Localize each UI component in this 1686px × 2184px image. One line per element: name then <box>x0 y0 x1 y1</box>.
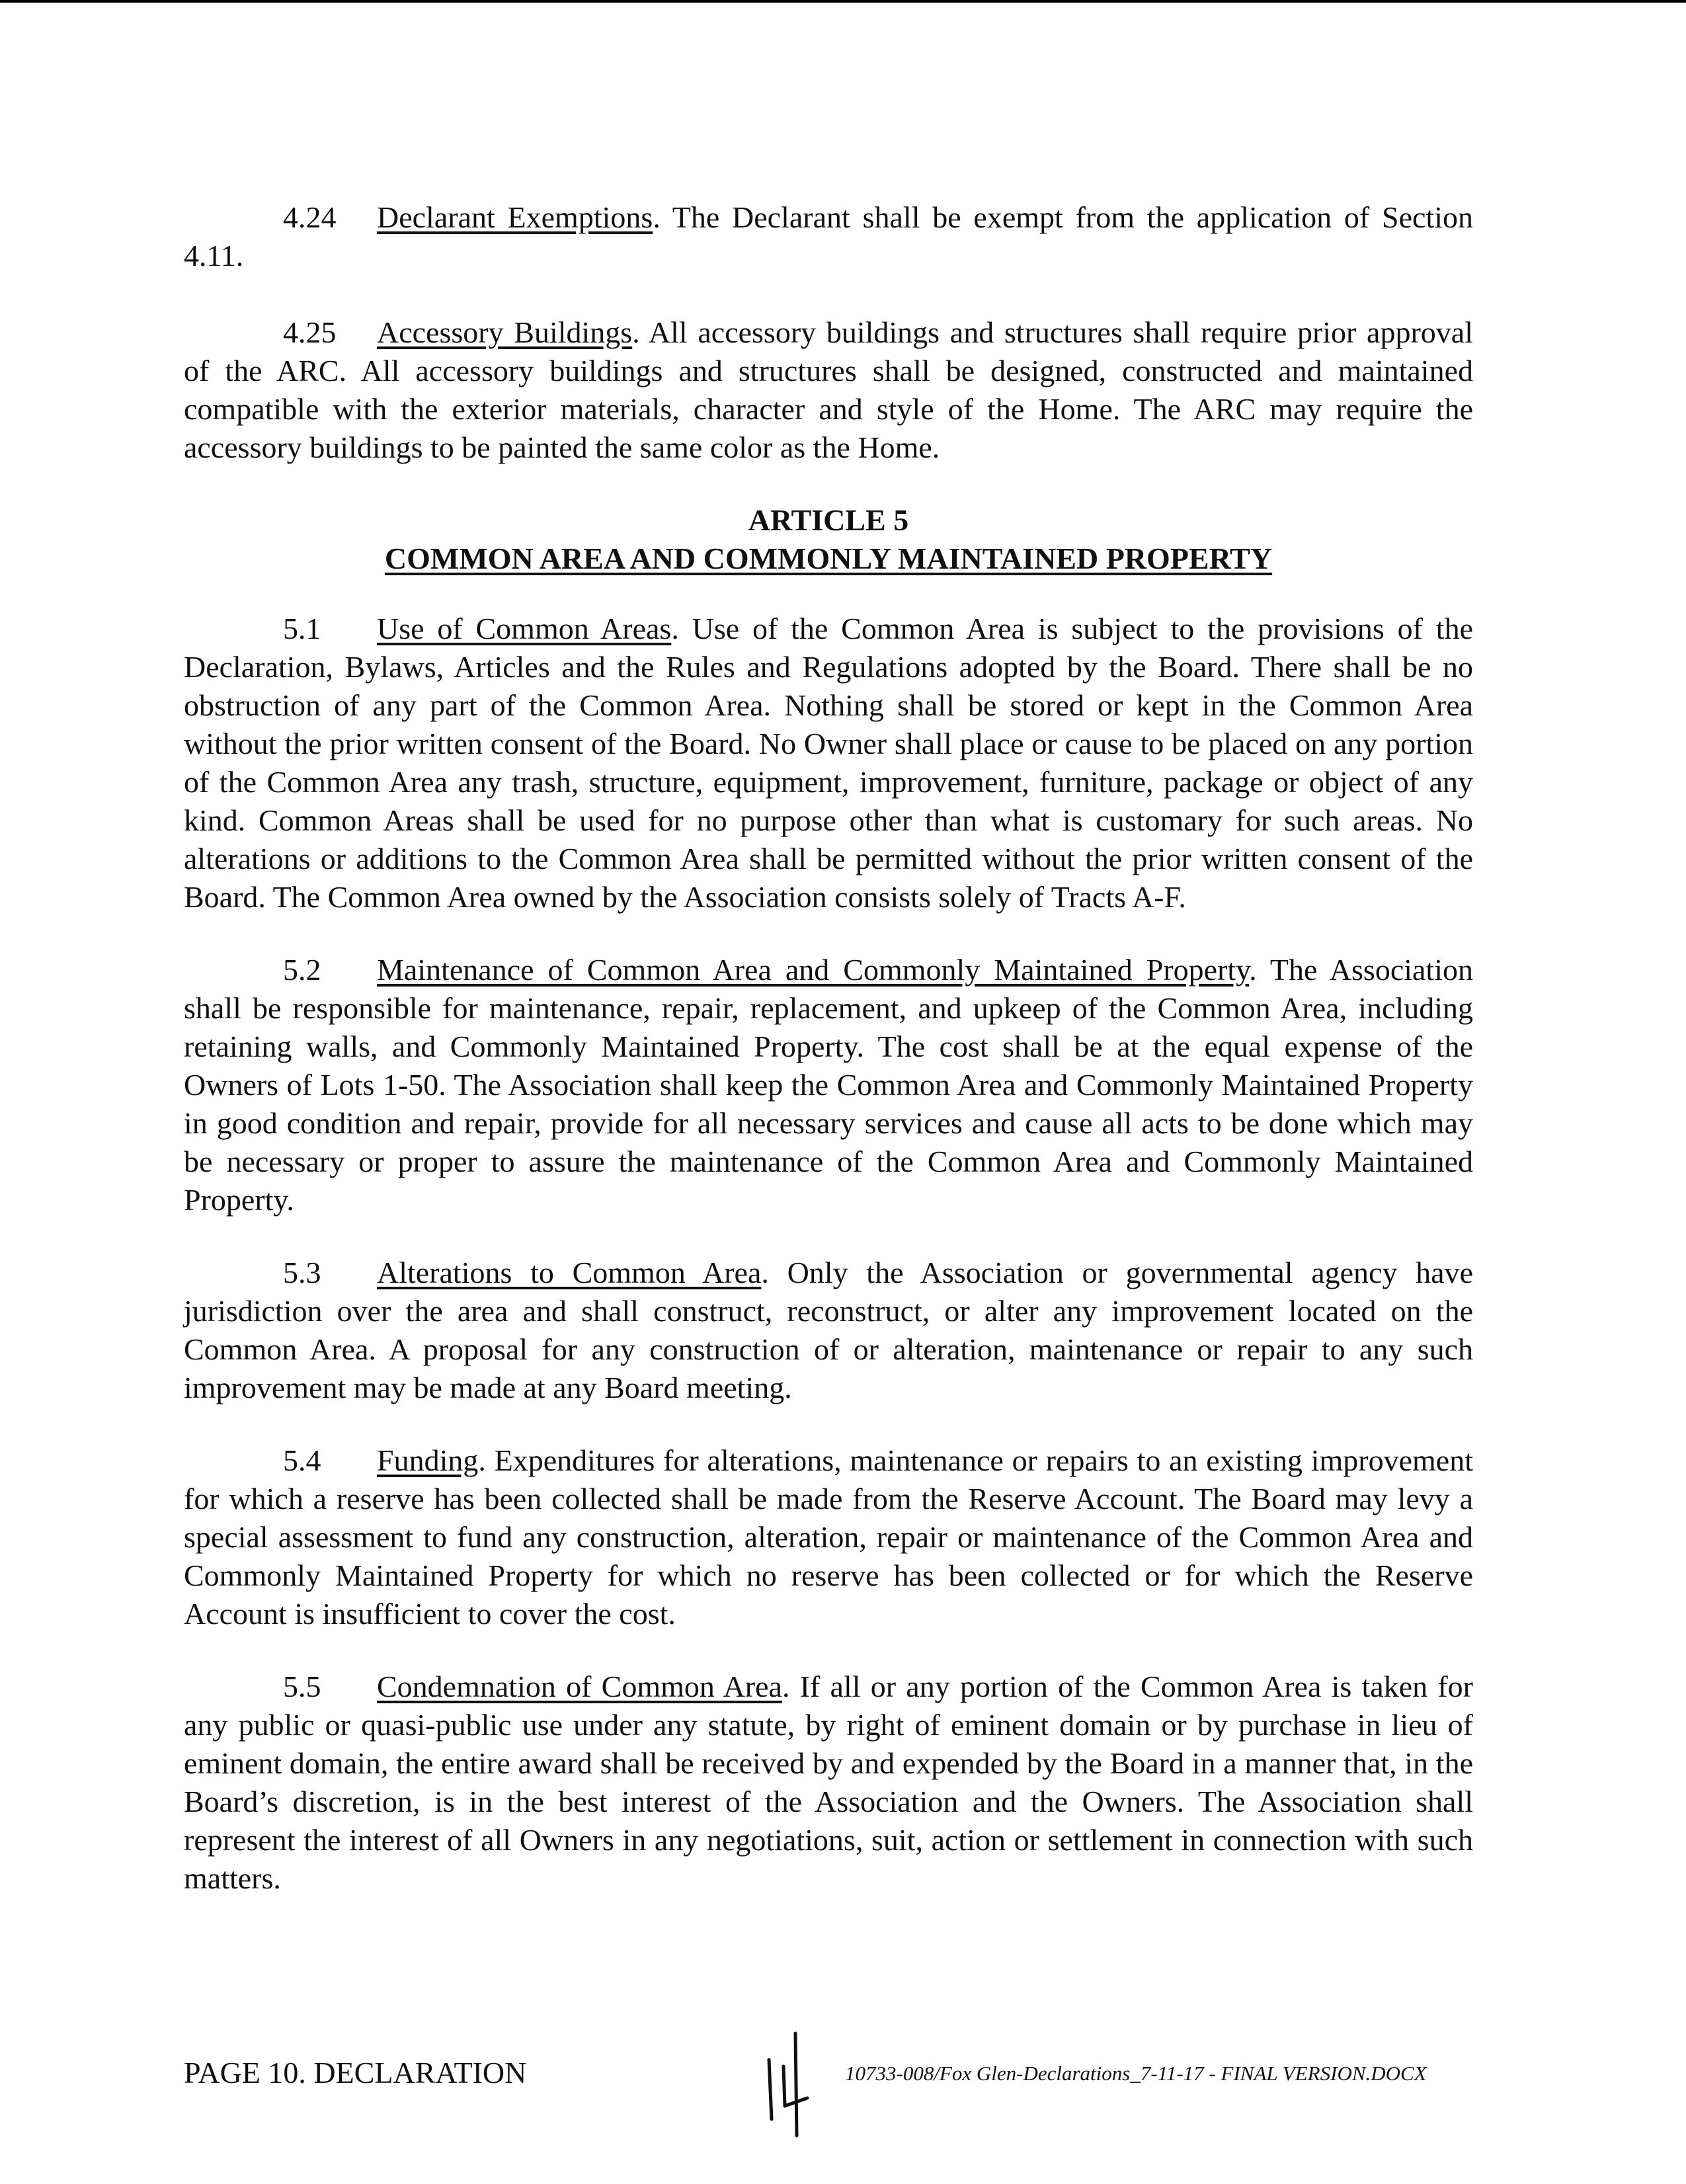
section-heading: Accessory Buildings <box>377 315 633 349</box>
section-number: 4.24 <box>283 200 337 234</box>
section-number: 5.4 <box>283 1443 321 1477</box>
section-heading: Maintenance of Common Area and Commonly Maintained Property <box>377 953 1250 987</box>
handwritten-page-number <box>756 2020 822 2152</box>
section-5-5 <box>184 1668 1473 1898</box>
section-number: 5.5 <box>283 1670 321 1703</box>
section-text: . Use of the Common Area is subject to the provisions of the Declaration, Bylaws, Articles and the Rules and Regulations adopted by the Board. There shall be no obstruction of any part of the Common Area. Nothing shall be stored or kept in the Common Area without the prior written consent of the Board. No Owner shall place or cause to be placed on any portion of the Common Area any trash, structure, equipment, improvement, furniture, package or object of any kind. Common Areas shall be used for no purpose other than what is customary for such areas. No alterations or additions to the Common Area shall be permitted without the prior written consent of the Board. The Common Area owned by the Association consists solely of Tracts A-F. <box>184 612 1473 914</box>
section-heading: Condemnation of Common Area <box>377 1670 782 1703</box>
section-text: . If all or any portion of the Common Area is taken for any public or quasi-public use under any statute, by right of eminent domain or by purchase in lieu of eminent domain, the entire award shall be received by and expended by the Board in a manner that, in the Board’s discretion, is in the best interest of the Association and the Owners. The Association shall represent the interest of all Owners in any negotiations, suit, action or settlement in connection with such matters. <box>184 1670 1473 1895</box>
section-5-3 <box>184 1254 1473 1407</box>
section-heading: Alterations to Common Area <box>377 1256 762 1289</box>
section-5-4 <box>184 1441 1473 1633</box>
article-title: ARTICLE 5 <box>748 503 909 537</box>
section-text: . Expenditures for alterations, maintenance or repairs to an existing improvement for which a reserve has been collected shall be made from the Reserve Account. The Board may levy a special assessment to fund any construction, alteration, repair or maintenance of the Common Area and Commonly Maintained Property for which no reserve has been collected or for which the Reserve Account is insufficient to cover the cost. <box>184 1443 1473 1631</box>
section-text: . Only the Association or governmental agency have jurisdiction over the area and shall construct, reconstruct, or alter any improvement located on the Common Area. A proposal for any construction of or alteration, maintenance or repair to any such improvement may be made at any Board meeting. <box>184 1256 1473 1404</box>
section-number: 4.25 <box>283 315 337 349</box>
document-body <box>184 198 1473 1898</box>
section-5-2 <box>184 951 1473 1219</box>
section-4-24 <box>184 198 1473 275</box>
section-heading: Use of Common Areas <box>377 612 672 645</box>
section-heading: Declarant Exemptions <box>377 200 653 234</box>
document-file-reference: 10733-008/Fox Glen-Declarations_7-11-17 - FINAL VERSION.DOCX <box>845 2062 1427 2085</box>
page-footer-label: PAGE 10. DECLARATION <box>184 2056 527 2089</box>
section-text: . All accessory buildings and structures shall require prior approval of the ARC. All accessory buildings and structures shall be designed, constructed and maintained compatible with the exterior materials, character and style of the Home. The ARC may require the accessory buildings to be painted the same color as the Home. <box>184 315 1473 464</box>
scan-top-border <box>0 0 1686 3</box>
section-text: . The Declarant shall be exempt from the application of Section 4.11. <box>184 200 1473 272</box>
section-heading: Funding <box>377 1443 479 1477</box>
article-subtitle: COMMON AREA AND COMMONLY MAINTAINED PROPERTY <box>384 542 1273 575</box>
section-4-25 <box>184 313 1473 467</box>
section-number: 5.2 <box>283 953 321 987</box>
section-text: . The Association shall be responsible for maintenance, repair, replacement, and upkeep of the Common Area, including retaining walls, and Commonly Maintained Property. The cost shall be at the equal expense of the Owners of Lots 1-50. The Association shall keep the Common Area and Commonly Maintained Property in good condition and repair, provide for all necessary services and cause all acts to be done which may be necessary or proper to assure the maintenance of the Common Area and Commonly Maintained Property. <box>184 953 1473 1217</box>
section-number: 5.3 <box>283 1256 321 1289</box>
section-number: 5.1 <box>283 612 321 645</box>
section-5-1 <box>184 610 1473 916</box>
